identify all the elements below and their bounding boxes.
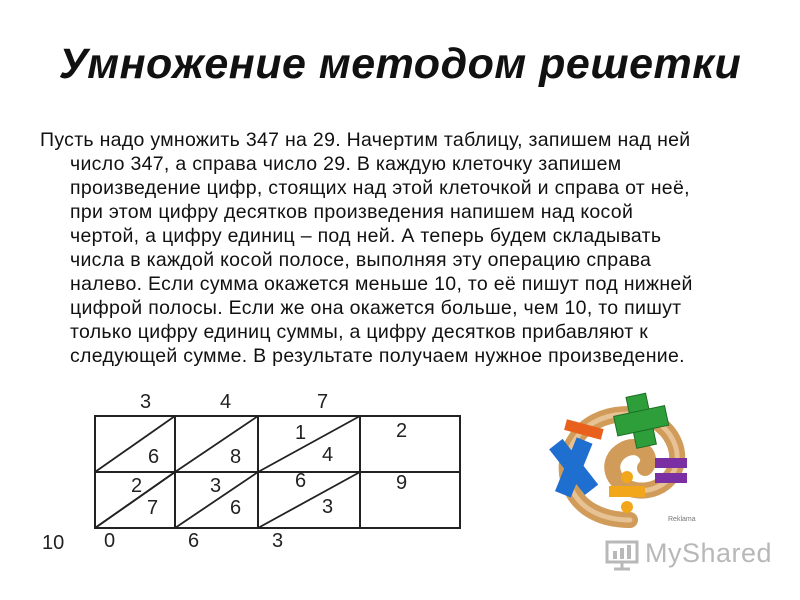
top-digit: 3 <box>140 391 152 413</box>
cell-tens-digit: 1 <box>295 422 307 444</box>
cell-tens-digit: 6 <box>295 470 307 492</box>
watermark-text: MyShared <box>645 538 773 568</box>
right-digit: 9 <box>396 472 408 494</box>
math-operations-logo <box>535 380 715 530</box>
paragraph-line: цифрой полосы. Если же она окажется больше, чем 10, то пишут <box>70 297 682 319</box>
paragraph-line: налево. Если сумма окажется меньше 10, то её пишут под нижней <box>70 273 693 295</box>
ad-label: Reklama <box>668 516 696 523</box>
paragraph-line: чертой, а цифру единиц – под ней. А теперь будем складывать <box>70 225 662 247</box>
result-digit: 3 <box>272 530 284 552</box>
paragraph-line: Пусть надо умножить 347 на 29. Начертим таблицу, запишем над ней <box>40 129 691 151</box>
top-digit: 7 <box>317 391 329 413</box>
slide-title: Умножение методом решетки <box>58 40 742 88</box>
cell-units-digit: 6 <box>230 497 242 519</box>
top-digit: 4 <box>220 391 232 413</box>
lattice-multiplication-diagram <box>0 380 480 560</box>
paragraph-line: произведение цифр, стоящих над этой клеточкой и справа от неё, <box>70 177 690 199</box>
explanation-paragraph <box>40 128 770 368</box>
right-digit: 2 <box>396 420 408 442</box>
paragraph-line: следующей сумме. В результате получаем нужное произведение. <box>70 345 685 367</box>
cell-units-digit: 3 <box>322 496 334 518</box>
paragraph-line: только цифру единиц суммы, а цифру десятков прибавляют к <box>70 321 649 343</box>
cell-units-digit: 7 <box>147 497 159 519</box>
paragraph-line: при этом цифру десятков произведения напишем над косой <box>70 201 634 223</box>
cell-units-digit: 8 <box>230 446 242 468</box>
plus-icon <box>610 390 672 452</box>
myshared-watermark <box>605 536 785 572</box>
result-digit: 0 <box>104 530 116 552</box>
result-digit: 6 <box>188 530 200 552</box>
cell-tens-digit: 3 <box>210 475 222 497</box>
presentation-screen-icon <box>605 538 639 572</box>
paragraph-line: число 347, а справа число 29. В каждую клеточку запишем <box>70 153 622 175</box>
cell-units-digit: 6 <box>148 446 160 468</box>
cell-units-digit: 4 <box>322 444 334 466</box>
paragraph-line: числа в каждой косой полосе, выполняя эту операцию справа <box>70 249 652 271</box>
cell-tens-digit: 2 <box>131 475 143 497</box>
result-digit: 10 <box>42 532 65 554</box>
